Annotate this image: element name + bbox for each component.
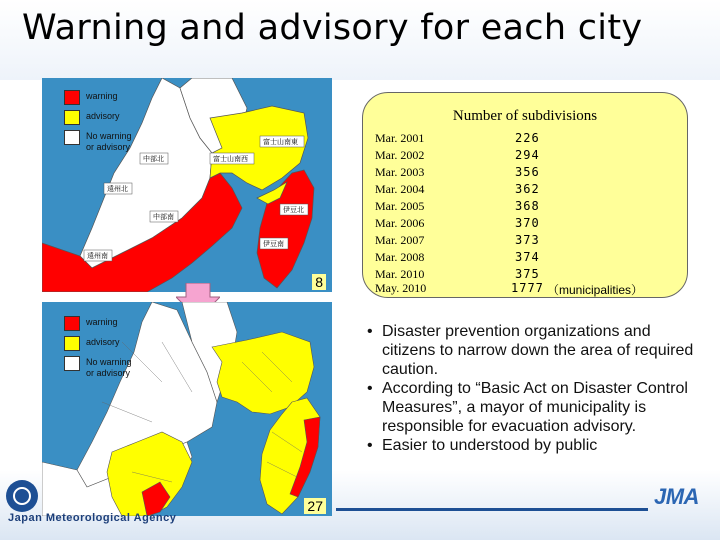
row-value: 362 [515, 182, 540, 196]
subdivisions-box [362, 92, 688, 298]
jma-emblem-icon [6, 480, 38, 512]
subdivision-row [375, 233, 685, 250]
row-date: Mar. 2010 [375, 267, 425, 281]
row-date: Mar. 2002 [375, 148, 425, 162]
row-date: Mar. 2005 [375, 199, 425, 213]
row-value: 226 [515, 131, 540, 145]
subdivision-row [375, 148, 685, 165]
map-label: 伊豆北 [283, 206, 304, 214]
subdivision-count-bottom: 27 [304, 498, 326, 514]
legend-none-line2: or advisory [86, 368, 131, 378]
row-date: Mar. 2003 [375, 165, 425, 179]
subdivision-row [375, 199, 685, 216]
legend-none-line1: No warning [86, 131, 132, 141]
subdivision-row [375, 250, 685, 267]
map-label: 富士山南西 [213, 155, 248, 163]
subdivision-row [375, 281, 685, 298]
row-value: 375 [515, 267, 540, 281]
map-bottom-graphic [42, 302, 332, 516]
map-top [42, 78, 332, 292]
map-label: 富士山南東 [263, 138, 298, 146]
agency-name: Japan Meteorological Agency [8, 512, 177, 524]
legend-warning: warning [86, 91, 118, 101]
map-bottom [42, 302, 332, 516]
map-label: 伊豆南 [263, 240, 284, 248]
row-value: 368 [515, 199, 540, 213]
warning-swatch [64, 90, 80, 105]
map-label: 遠州北 [107, 185, 128, 193]
map-label: 中部南 [153, 213, 174, 221]
row-date: Mar. 2001 [375, 131, 425, 145]
row-date: Mar. 2004 [375, 182, 425, 196]
bullet-item: • According to “Basic Act on Disaster Control Measures”, a mayor of municipality is responsible for evacuation advisory. [364, 379, 704, 436]
subdivision-count-top: 8 [312, 274, 326, 290]
row-value: 294 [515, 148, 540, 162]
jma-logo: JMA [654, 484, 699, 509]
row-value: 1777 [511, 281, 544, 295]
legend-none-line1: No warning [86, 357, 132, 367]
subdivision-row [375, 182, 685, 199]
advisory-swatch [64, 336, 80, 351]
slide-title: Warning and advisory for each city [22, 8, 643, 48]
row-date: Mar. 2008 [375, 250, 425, 264]
row-value: 374 [515, 250, 540, 264]
warning-swatch [64, 316, 80, 331]
row-date: May. 2010 [375, 281, 427, 295]
legend-none-line2: or advisory [86, 142, 131, 152]
map-label: 中部北 [143, 155, 164, 163]
subdivisions-title: Number of subdivisions [452, 108, 598, 124]
legend-advisory: advisory [86, 337, 120, 347]
row-date: Mar. 2007 [375, 233, 425, 247]
row-value: 370 [515, 216, 540, 230]
row-value: 373 [515, 233, 540, 247]
none-swatch [64, 130, 80, 145]
subdivision-row [375, 165, 685, 182]
legend-advisory: advisory [86, 111, 120, 121]
subdivision-row [375, 216, 685, 233]
footer-divider [336, 508, 648, 511]
none-swatch [64, 356, 80, 371]
row-unit: （municipalities） [547, 283, 644, 297]
bullet-list [364, 322, 704, 455]
subdivision-row [375, 131, 685, 148]
row-date: Mar. 2006 [375, 216, 425, 230]
row-value: 356 [515, 165, 540, 179]
map-label: 遠州南 [87, 252, 108, 260]
bullet-item: • Easier to understood by public [364, 436, 704, 455]
advisory-swatch [64, 110, 80, 125]
legend-warning: warning [86, 317, 118, 327]
bullet-item: • Disaster prevention organizations and citizens to narrow down the area of required caution. [364, 322, 704, 379]
